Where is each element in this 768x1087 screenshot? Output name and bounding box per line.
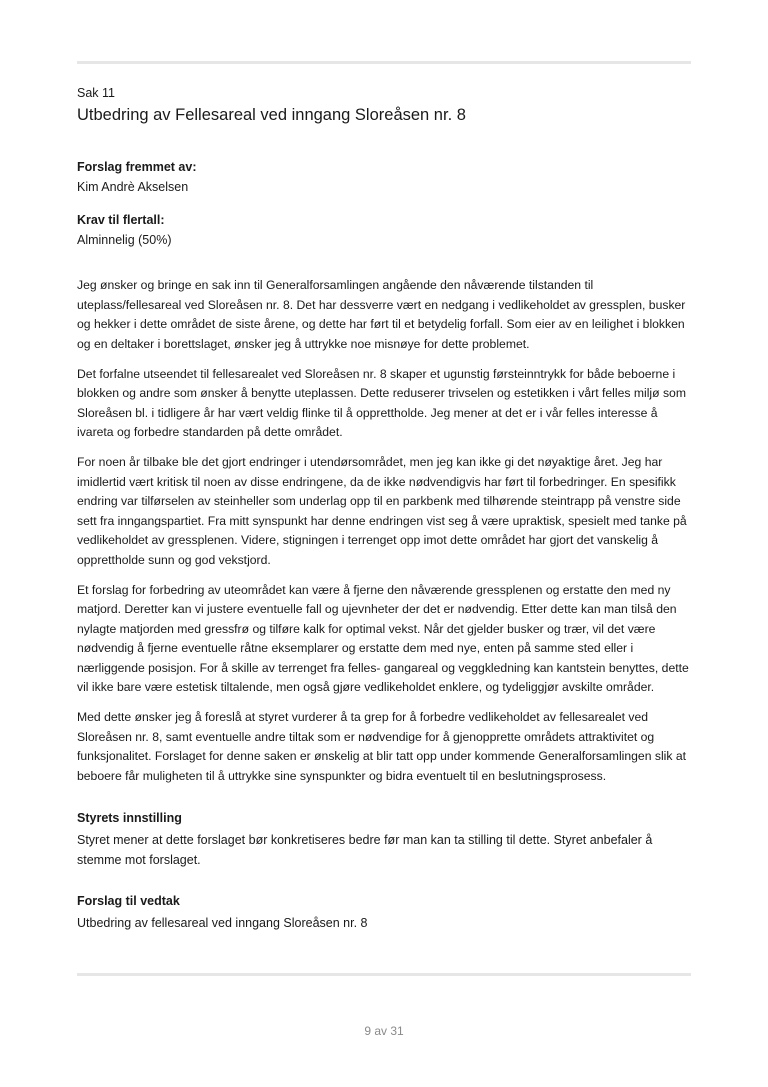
- board-recommendation-label: Styrets innstilling: [77, 811, 182, 825]
- paragraph: Jeg ønsker og bringe en sak inn til Generalforsamlingen angående den nåværende tilstanden til uteplass/fellesareal ved Sloreåsen nr. 8. Det har dessverre vært en nedgang i vedlikeholdet av gressplen, busker og hekker i dette området de siste årene, og dette har ført til et betydelig forfall. Som eier av en leilighet i blokken og en deltaker i borettslaget, ønsker jeg å uttrykke noe misnøye for dette problemet.: [77, 278, 686, 351]
- top-divider: [77, 61, 691, 64]
- page-number: 9 av 31: [364, 1024, 404, 1038]
- board-recommendation-text: Styret mener at dette forslaget bør konkretiseres bedre før man kan ta stilling til dette. Styret anbefaler å stemme mot forslaget.: [77, 833, 653, 867]
- resolution-proposal: [77, 891, 693, 933]
- proposed-by-block: [77, 157, 693, 197]
- case-title: Utbedring av Fellesareal ved inngang Sloreåsen nr. 8: [77, 106, 466, 124]
- paragraph: Et forslag for forbedring av uteområdet kan være å fjerne den nåværende gressplenen og erstatte den med ny matjord. Deretter kan vi justere eventuelle fall og ujevnheter der det er nødvendig. Etter dette kan man tilså den nylagte matjorden med gressfrø og tilføre kalk for optimal vekst. Når det gjelder busker og trær, vil det være nødvendig å fjerne eventuelle råtne eksemplarer og erstatte dem med nye, enten på samme sted eller i nærliggende posisjon. For å skille av terrenget fra felles- gangareal og veggkledning kan kantstein benyttes, dette vil ikke bare være estetisk tiltalende, men også gjøre vedlikeholdet enklere, og tydeliggjør avskilte områder.: [77, 582, 689, 694]
- document-body: [77, 85, 693, 933]
- proposed-by-value: Kim Andrè Akselsen: [77, 180, 189, 194]
- proposed-by-label: Forslag fremmet av:: [77, 160, 197, 174]
- paragraph: Det forfalne utseendet til fellesarealet ved Sloreåsen nr. 8 skaper et ugunstig førsteinntrykk for både beboerne i blokken og andre som ønsker å benytte uteplassen. Dette reduserer trivselen og estetikken i vårt felles miljø som Sloreåsen bl. i tidligere år har vært veldig flinke til å opprettholde. Jeg mener at det er i vår felles interesse å ivareta og forbedre standarden på dette området.: [77, 366, 686, 439]
- resolution-text: Utbedring av fellesareal ved inngang Sloreåsen nr. 8: [77, 916, 368, 930]
- resolution-label: Forslag til vedtak: [77, 894, 180, 908]
- board-recommendation: [77, 808, 693, 870]
- majority-value: Alminnelig (50%): [77, 233, 172, 247]
- bottom-divider: [77, 973, 691, 976]
- paragraph: For noen år tilbake ble det gjort endringer i utendørsområdet, men jeg kan ikke gi det nøyaktige året. Jeg har imidlertid vært kritisk til noen av disse endringene, da de ikke nødvendigvis har ført til forbedringer. En spesifikk endring var tilførselen av steinheller som underlag opp til en parkbenk med tilhørende steintrapp på venstre side sett fra inngangspartiet. Fra mitt synspunkt har denne endringen vist seg å være upraktisk, spesielt med tanke på vedlikeholdet av gressplenen. Videre, stigningen i terrenget opp imot dette området har gjort det vanskelig å opprettholde sunn og god vekstjord.: [77, 455, 687, 567]
- majority-block: [77, 210, 693, 250]
- paragraph: Med dette ønsker jeg å foreslå at styret vurderer å ta grep for å forbedre vedlikeholdet av fellesarealet ved Sloreåsen nr. 8, samt eventuelle andre tiltak som er nødvendige for å gjenopprette områdets attraktivitet og funksjonalitet. Forslaget for denne saken er ønskelig at blir tatt opp under kommende Generalforsamlingen slik at beboere får muligheten til å uttrykke sine synspunkter og bidra eventuelt til en beslutningsprosess.: [77, 710, 687, 783]
- majority-label: Krav til flertall:: [77, 213, 165, 227]
- case-number: Sak 11: [77, 86, 115, 100]
- case-description: [77, 276, 693, 786]
